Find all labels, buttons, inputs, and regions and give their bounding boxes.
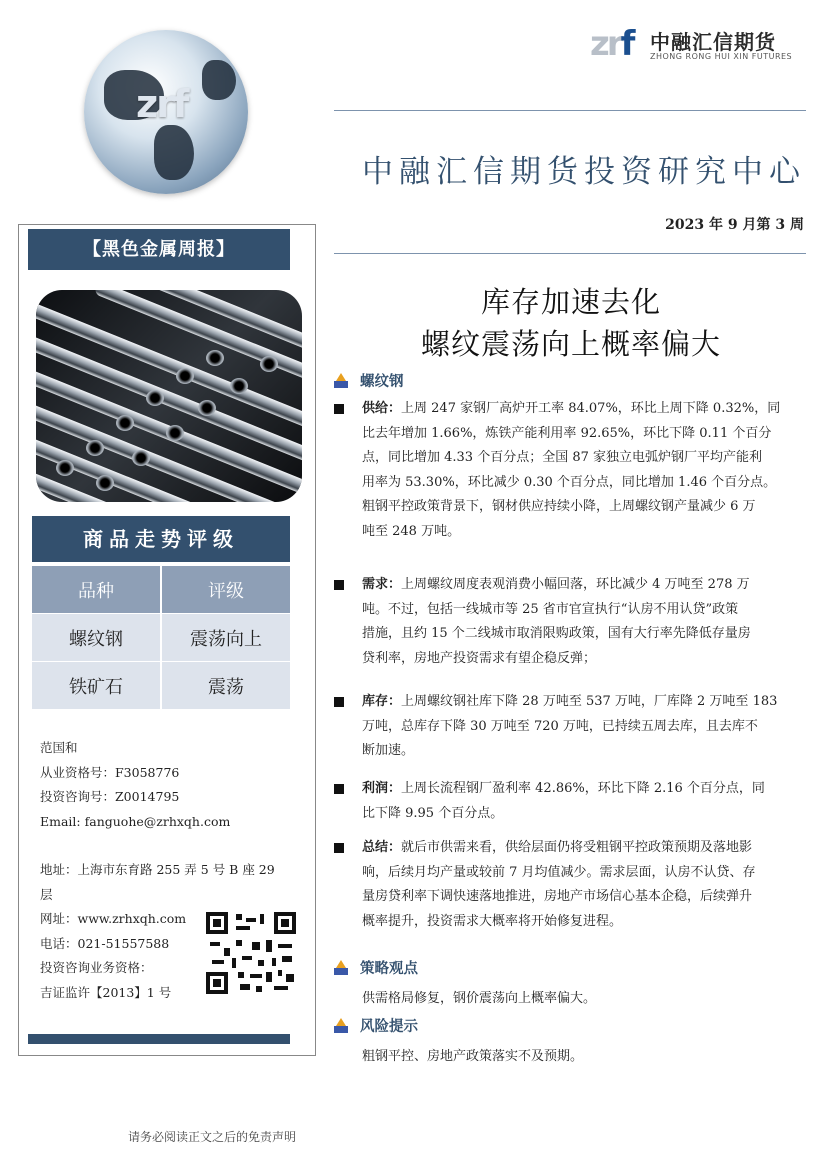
report-title-line2: 螺纹震荡向上概率偏大 — [420, 327, 721, 361]
qr-code-icon — [206, 912, 296, 994]
company-address: 地址：上海市东育路 255 弄 5 号 B 座 29 — [40, 862, 275, 877]
bullet-inventory: 库存：上周螺纹钢社库下降 28 万吨至 537 万吨，厂库降 2 万吨至 183 万吨，总库存下降 30 万吨至 720 万吨，已持续五周去库，且去库不 断加速。 — [334, 690, 806, 764]
section-title: 风险提示 — [360, 1019, 418, 1035]
analyst-contact — [40, 736, 302, 834]
variety-cell: 螺纹钢 — [32, 614, 160, 661]
section-rebar — [334, 370, 804, 391]
bullet-label: 总结： — [362, 840, 402, 855]
brand-mark: zrf — [590, 24, 633, 64]
company-address-cont: 层 — [40, 886, 53, 902]
rating-cell: 震荡向上 — [162, 614, 290, 661]
section-arrow-icon — [334, 373, 348, 389]
license-number: 吉证监许【2013】1 号 — [40, 984, 172, 1000]
table-row — [32, 662, 290, 709]
bullet-square-icon — [334, 404, 344, 414]
disclaimer-note: 请务必阅读正文之后的免责声明 — [128, 1130, 297, 1144]
research-center-title: 中融汇信期货投资研究中心 — [362, 154, 806, 190]
rating-table — [32, 566, 290, 710]
bullet-square-icon — [334, 784, 344, 794]
license-label: 投资咨询业务资格： — [40, 960, 153, 975]
report-type-banner: 【黑色金属周报】 — [28, 229, 290, 270]
section-title: 策略观点 — [360, 961, 418, 977]
brand-name-en: ZHONG RONG HUI XIN FUTURES — [650, 52, 793, 61]
globe-logo — [84, 30, 248, 194]
bullet-label: 供给： — [362, 401, 402, 416]
header-variety: 品种 — [32, 566, 160, 613]
variety-cell: 铁矿石 — [32, 662, 160, 709]
table-row — [32, 614, 290, 661]
brand-name-cn: 中融汇信期货 — [650, 30, 776, 54]
bullet-square-icon — [334, 843, 344, 853]
report-title-line1: 库存加速去化 — [480, 285, 661, 319]
section-risk — [334, 1015, 804, 1036]
analyst-qualification: 从业资格号：F3058776 — [40, 764, 180, 780]
strategy-text: 供需格局修复，钢价震荡向上概率偏大。 — [362, 991, 597, 1006]
bullet-summary: 总结：就后市供需来看，供给层面仍将受粗钢平控政策预期及落地影 响，后续月均产量或较前 7 月均值减少。需求层面，认房不认贷、存 量房贷利率下调快速落地推进，房地产市场信心基本企稳，后续弹升 概率提升，投资需求大概率将开始修复进程。 — [334, 836, 806, 934]
steel-pipes-image — [36, 290, 302, 502]
section-title: 螺纹钢 — [360, 374, 404, 390]
section-strategy — [334, 957, 804, 978]
bullet-label: 库存： — [362, 694, 402, 709]
globe-logo-text: zrf — [136, 82, 188, 126]
bullet-square-icon — [334, 697, 344, 707]
bullet-label: 需求： — [362, 577, 402, 592]
analyst-email[interactable]: Email: fanguohe@zrhxqh.com — [40, 813, 231, 829]
rating-table-header — [32, 566, 290, 613]
analyst-consult-number: 投资咨询号：Z0014795 — [40, 789, 180, 804]
header-rating: 评级 — [162, 566, 290, 613]
header-rule-bottom — [334, 253, 806, 254]
sidebar-footer-bar — [28, 1034, 290, 1044]
bullet-profit: 利润：上周长流程钢厂盈利率 42.86%，环比下降 2.16 个百分点，同 比下降 9.95 个百分点。 — [334, 777, 806, 826]
rating-title: 商品走势评级 — [32, 516, 290, 562]
header-rule-top — [334, 110, 806, 111]
company-phone: 电话：021-51557588 — [40, 935, 170, 951]
analyst-name: 范国和 — [40, 740, 78, 755]
brand-logo — [590, 20, 793, 66]
bullet-label: 利润： — [362, 781, 402, 796]
section-arrow-icon — [334, 960, 348, 976]
company-website[interactable]: 网址：www.zrhxqh.com — [40, 911, 187, 926]
rating-cell: 震荡 — [162, 662, 290, 709]
risk-text: 粗钢平控、房地产政策落实不及预期。 — [362, 1049, 584, 1064]
report-week: 2023 年 9 月第 3 周 — [665, 217, 804, 233]
bullet-square-icon — [334, 580, 344, 590]
section-arrow-icon — [334, 1018, 348, 1034]
bullet-demand: 需求：上周螺纹周度表观消费小幅回落，环比减少 4 万吨至 278 万 吨。不过，包括一线城市等 25 省市官宣执行“认房不用认贷”政策 措施，且约 15 个二线城市取消限购政策，国有大行率先降低存量房 贷利率，房地产投资需求有望企稳反弹； — [334, 573, 806, 671]
bullet-supply: 供给：上周 247 家钢厂高炉开工率 84.07%，环比上周下降 0.32%，同 比去年增加 1.66%，炼铁产能利用率 92.65%，环比下降 0.11 个百分 点，同比增加 4.33 个百分点；全国 87 家独立电弧炉钢厂平均产能利 用率为 53.30%，环比减少 0.30 个百分点，同比增加 1.46 个百分点。 粗钢平控政策背景下，钢材供应持续小降，上周螺纹钢产量减少 6 万 吨至 248 万吨。 — [334, 397, 806, 545]
